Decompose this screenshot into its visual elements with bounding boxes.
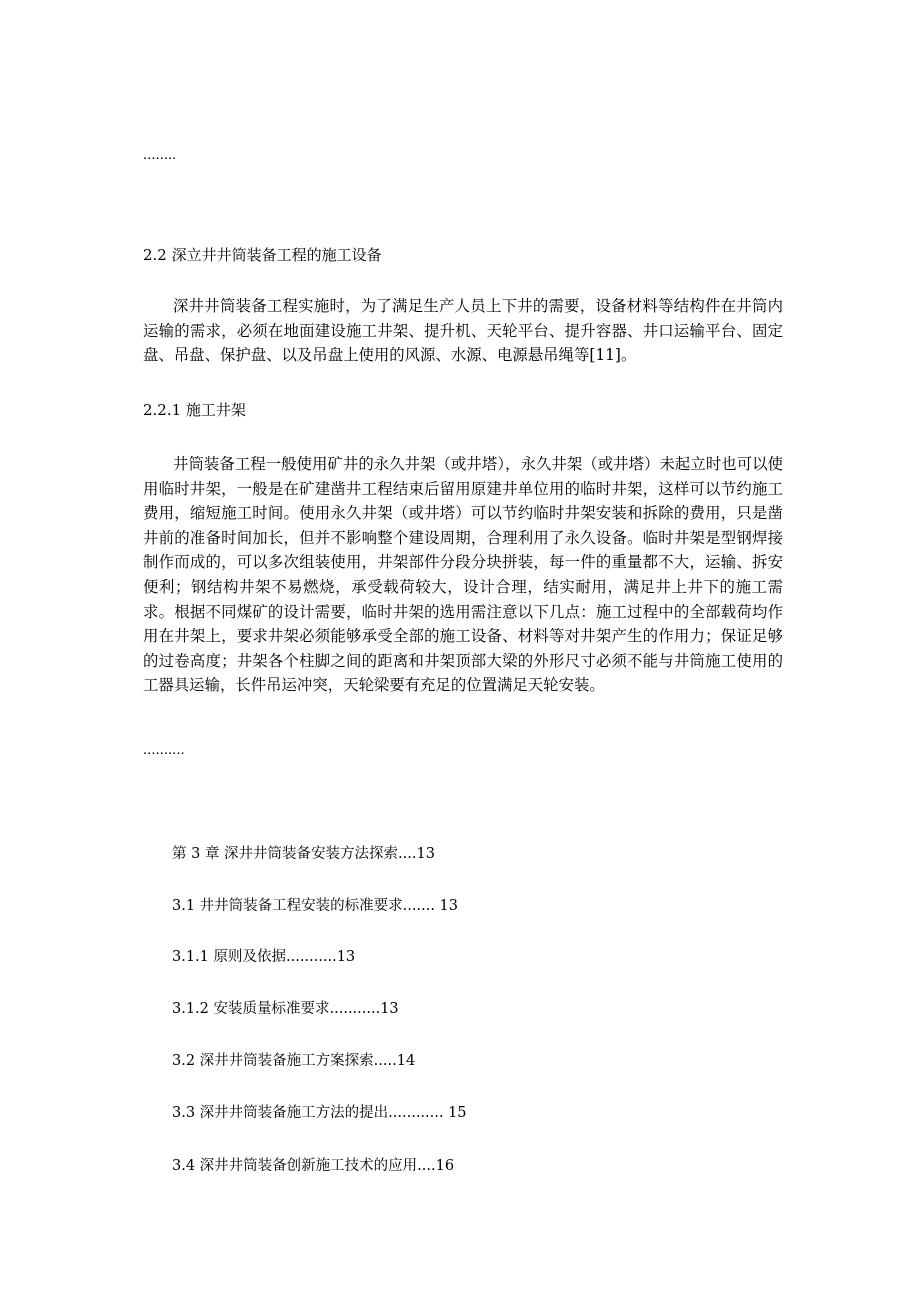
toc-item: 3.1.1 原则及依据...........13	[172, 949, 356, 965]
toc-item: 3.1 井井筒装备工程安装的标准要求....... 13	[172, 898, 458, 914]
toc-item: 第 3 章 深井井筒装备安装方法探索....13	[172, 846, 435, 862]
ellipsis-middle: ..........	[143, 741, 185, 758]
section-paragraph-2-2: 深井井筒装备工程实施时，为了满足生产人员上下井的需要，设备材料等结构件在井筒内运输的需求，必须在地面建设施工井架、提升机、天轮平台、提升容器、井口运输平台、固定盘、吊盘、保护盘、以及吊盘上使用的风源、水源、电源悬吊绳等[11]。	[143, 297, 783, 365]
toc-item: 3.3 深井井筒装备施工方法的提出............ 15	[172, 1105, 467, 1121]
ellipsis-top: ........	[143, 146, 177, 163]
section-heading-2-2: 2.2 深立井井筒装备工程的施工设备	[143, 246, 382, 264]
toc-item: 3.1.2 安装质量标准要求...........13	[172, 1001, 399, 1017]
toc-item: 3.2 深井井筒装备施工方案探索.....14	[172, 1053, 416, 1069]
toc-item: 3.4 深井井筒装备创新施工技术的应用....16	[172, 1158, 455, 1174]
section-paragraph-2-2-1: 井筒装备工程一般使用矿井的永久井架（或井塔），永久井架（或井塔）未起立时也可以使用临时井架，一般是在矿建凿井工程结束后留用原建井单位用的临时井架，这样可以节约施工费用，缩短施工时间。使用永久井架（或井塔）可以节约临时井架安装和拆除的费用，只是凿井前的准备时间加长，但并不影响整个建设周期，合理利用了永久设备。临时井架是型钢焊接制作而成的，可以多次组装使用，井架部件分段分块拼装，每一件的重量都不大，运输、拆安便利；钢结构井架不易燃烧，承受载荷较大，设计合理，结实耐用，满足井上井下的施工需求。根据不同煤矿的设计需要，临时井架的选用需注意以下几点：施工过程中的全部载荷均作用在井架上，要求井架必须能够承受全部的施工设备、材料等对井架产生的作用力；保证足够的过卷高度；井架各个柱脚之间的距离和井架顶部大梁的外形尺寸必须不能与井筒施工使用的工器具运输，长件吊运冲突，天轮梁要有充足的位置满足天轮安装。	[143, 455, 783, 695]
section-heading-2-2-1: 2.2.1 施工井架	[143, 401, 246, 419]
